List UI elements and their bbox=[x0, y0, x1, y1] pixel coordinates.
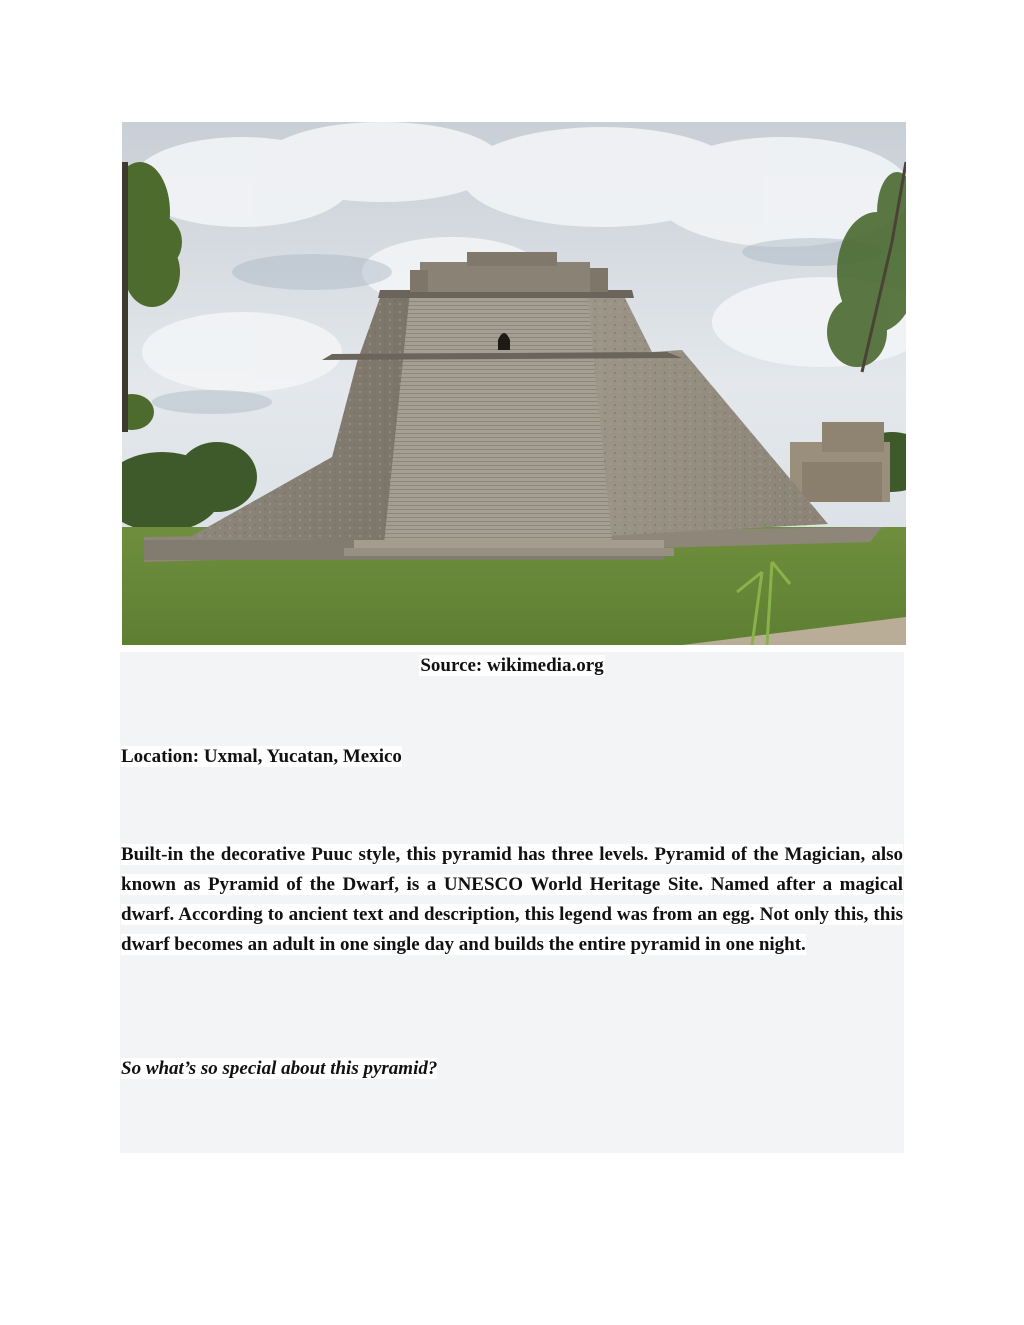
description-paragraph bbox=[121, 840, 903, 960]
image-caption-text: Source: wikimedia.org bbox=[420, 655, 604, 676]
location-text: Location: Uxmal, Yucatan, Mexico bbox=[121, 746, 402, 767]
image-caption bbox=[0, 654, 1024, 678]
location-line bbox=[121, 745, 402, 769]
section-question-text: So what’s so special about this pyramid? bbox=[121, 1058, 438, 1079]
pyramid-photo bbox=[122, 122, 906, 645]
description-text: Built-in the decorative Puuc style, this pyramid has three levels. Pyramid of the Magician, also known as Pyramid of the Dwarf, is a UNESCO World Heritage Site. Named after a magical dwarf. According to ancient text and description, this legend was from an egg. Not only this, this dwarf becomes an adult in one single day and builds the entire pyramid in one night. bbox=[121, 844, 903, 955]
section-question bbox=[121, 1057, 437, 1081]
